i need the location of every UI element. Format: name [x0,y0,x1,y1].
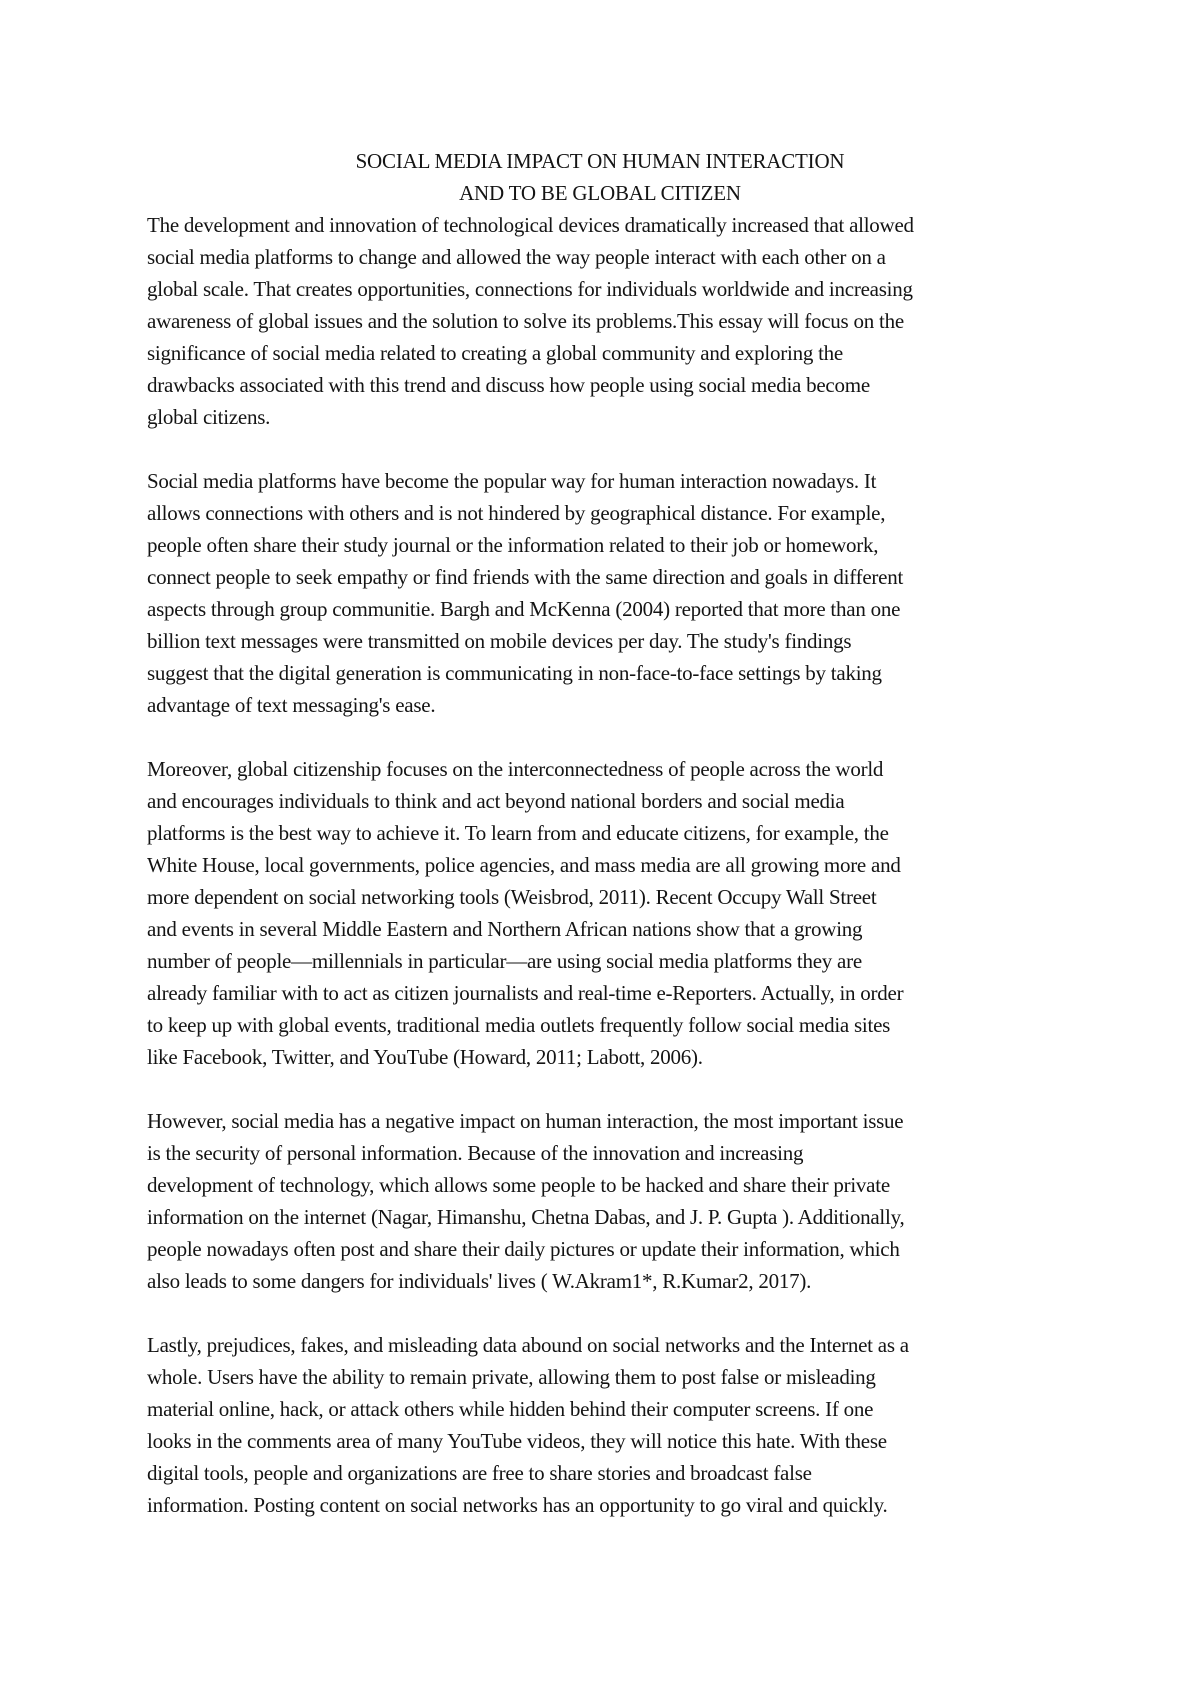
paragraph-line: and events in several Middle Eastern and Northern African nations show that a growing [147,917,863,941]
paragraph-line: digital tools, people and organizations are free to share stories and broadcast false [147,1461,812,1485]
paragraph-line: is the security of personal information. Because of the innovation and increasing [147,1141,804,1165]
paragraph-line: information on the internet (Nagar, Himanshu, Chetna Dabas, and J. P. Gupta ). Additionally, [147,1205,905,1229]
paragraph-line: social media platforms to change and allowed the way people interact with each other on a [147,245,886,269]
paragraph-line: also leads to some dangers for individuals' lives ( W.Akram1*, R.Kumar2, 2017). [147,1269,812,1293]
paragraph-global-citizenship [147,753,1077,1073]
paragraph-line: The development and innovation of technological devices dramatically increased that allowed [147,213,914,237]
paragraph-line: looks in the comments area of many YouTube videos, they will notice this hate. With these [147,1429,887,1453]
paragraph-line: connect people to seek empathy or find friends with the same direction and goals in different [147,565,904,589]
paragraph-line: and encourages individuals to think and act beyond national borders and social media [147,789,845,813]
paragraph-line: global scale. That creates opportunities, connections for individuals worldwide and increasing [147,277,913,301]
paragraph-introduction [147,209,1077,433]
paragraph-line: more dependent on social networking tools (Weisbrod, 2011). Recent Occupy Wall Street [147,885,877,909]
paragraph-line: However, social media has a negative impact on human interaction, the most important issue [147,1109,904,1133]
paragraph-line: to keep up with global events, traditional media outlets frequently follow social media sites [147,1013,891,1037]
paragraph-line: Moreover, global citizenship focuses on the interconnectedness of people across the world [147,757,884,781]
paragraph-line: whole. Users have the ability to remain private, allowing them to post false or misleading [147,1365,876,1389]
paragraph-line: significance of social media related to creating a global community and exploring the [147,341,844,365]
paragraph-line: material online, hack, or attack others while hidden behind their computer screens. If one [147,1397,874,1421]
document-body [147,209,1077,1521]
paragraph-line: advantage of text messaging's ease. [147,693,436,717]
paragraph-line: Lastly, prejudices, fakes, and misleading data abound on social networks and the Internet as a [147,1333,909,1357]
document-title [147,145,1053,209]
paragraph-line: already familiar with to act as citizen journalists and real-time e-Reporters. Actually, in order [147,981,904,1005]
paragraph-line: White House, local governments, police agencies, and mass media are all growing more and [147,853,901,877]
paragraph-line: information. Posting content on social networks has an opportunity to go viral and quickly. [147,1493,888,1517]
paragraph-line: drawbacks associated with this trend and discuss how people using social media become [147,373,870,397]
paragraph-negative-impact [147,1105,1077,1297]
title-line-2: AND TO BE GLOBAL CITIZEN [459,181,741,205]
paragraph-social-media-platforms [147,465,1077,721]
paragraph-line: people often share their study journal or the information related to their job or homework, [147,533,879,557]
paragraph-line: allows connections with others and is not hindered by geographical distance. For example, [147,501,886,525]
paragraph-line: global citizens. [147,405,271,429]
paragraph-line: Social media platforms have become the popular way for human interaction nowadays. It [147,469,877,493]
paragraph-line: like Facebook, Twitter, and YouTube (Howard, 2011; Labott, 2006). [147,1045,703,1069]
paragraph-line: awareness of global issues and the solution to solve its problems.This essay will focus on the [147,309,904,333]
paragraph-line: aspects through group communitie. Bargh and McKenna (2004) reported that more than one [147,597,901,621]
paragraph-line: people nowadays often post and share their daily pictures or update their information, which [147,1237,900,1261]
paragraph-misleading-data [147,1329,1077,1521]
paragraph-line: development of technology, which allows some people to be hacked and share their private [147,1173,890,1197]
paragraph-line: suggest that the digital generation is communicating in non-face-to-face settings by taking [147,661,882,685]
paragraph-line: number of people—millennials in particular—are using social media platforms they are [147,949,862,973]
paragraph-line: billion text messages were transmitted on mobile devices per day. The study's findings [147,629,852,653]
title-line-1: SOCIAL MEDIA IMPACT ON HUMAN INTERACTION [355,149,845,173]
paragraph-line: platforms is the best way to achieve it. To learn from and educate citizens, for example, the [147,821,889,845]
